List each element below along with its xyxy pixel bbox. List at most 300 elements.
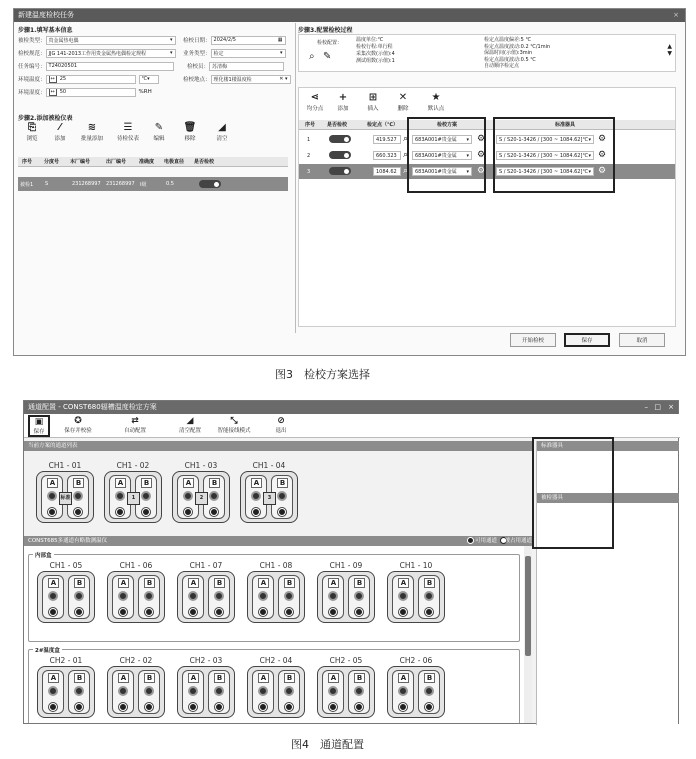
terminal-a-letter: A	[398, 578, 409, 588]
step3-area	[298, 87, 676, 327]
wiring-icon: ⤡	[230, 416, 238, 426]
terminal-a	[252, 575, 274, 619]
batch-add-label: 批量添加	[80, 136, 103, 142]
terminal-a	[112, 670, 134, 714]
insert-icon: ⊞	[368, 92, 378, 103]
plus-icon: +	[338, 92, 348, 103]
channel-unit[interactable]	[37, 571, 95, 623]
connector-icon	[215, 608, 223, 616]
search-icon[interactable]: ⌕	[403, 150, 409, 160]
scheme-value: 683A001#贵金属	[415, 137, 457, 143]
window-title: 新建温度检校任务	[18, 11, 74, 19]
config-left	[356, 37, 395, 65]
terminal-b-letter: B	[424, 578, 435, 588]
terminal-b	[418, 670, 440, 714]
close-icon[interactable]: ×	[673, 11, 679, 19]
connector-icon	[278, 508, 286, 516]
terminal-b-letter: B	[354, 673, 365, 683]
connector-icon	[259, 703, 267, 711]
scroll-arrows-icon[interactable]: ▲ ▼	[667, 43, 672, 57]
config-line: 检定点温度波动:0.5 ℃	[484, 56, 536, 63]
step2-heading: 步骤2.添加被检仪表	[18, 115, 73, 122]
enabled-toggle[interactable]	[329, 151, 351, 159]
terminal-a	[42, 670, 64, 714]
terminal-b-letter: B	[214, 673, 225, 683]
enabled-toggle[interactable]	[199, 180, 221, 188]
standard-highlight	[493, 117, 615, 193]
terminal-a-letter: A	[328, 673, 339, 683]
config-right	[484, 37, 550, 70]
range-icon: ↔	[50, 76, 55, 82]
connector-icon	[284, 686, 294, 696]
spec-value: JJG 141-2013工作用贵金属热电偶检定规程	[48, 50, 147, 57]
gear-icon[interactable]: ⚙	[598, 134, 607, 144]
terminal-b	[68, 670, 90, 714]
insert-button[interactable]	[359, 92, 387, 112]
channel-unit[interactable]	[177, 571, 235, 623]
batch-add-button[interactable]	[78, 122, 106, 142]
point-field[interactable]: 1084.62	[373, 167, 401, 176]
connector-icon	[328, 686, 338, 696]
connector-icon	[425, 703, 433, 711]
terminal-a-letter: A	[258, 578, 269, 588]
task-no-label: 任务编号：	[18, 64, 46, 70]
channel-label: CH2 - 04	[259, 656, 293, 665]
fig3-caption: 图3 检校方案选择	[275, 368, 370, 381]
terminal-b-letter: B	[284, 578, 295, 588]
fig4-window	[23, 400, 679, 724]
terminal-a-letter: A	[118, 673, 129, 683]
terminal-a-letter: A	[115, 478, 126, 488]
channel-unit[interactable]	[247, 666, 305, 718]
channel-unit[interactable]	[172, 471, 230, 523]
connector-icon	[209, 491, 219, 501]
channel-badge: 3	[263, 492, 276, 505]
chevron-down-icon: ▾	[170, 50, 173, 56]
maximize-icon[interactable]: □	[654, 403, 661, 411]
radio-available-label: 可用通道	[474, 538, 497, 544]
spec-select[interactable]	[46, 49, 176, 58]
connector-icon	[74, 686, 84, 696]
config-panel	[298, 34, 676, 72]
scheme-highlight	[407, 117, 486, 193]
channel-unit[interactable]	[240, 471, 298, 523]
connector-icon	[251, 491, 261, 501]
fig4-caption: 图4 通道配置	[291, 738, 364, 751]
save-verify-label: 保存并校验	[64, 428, 92, 434]
save-button[interactable]: 保存	[564, 333, 610, 347]
terminal-a-letter: A	[258, 673, 269, 683]
exit-button[interactable]	[269, 416, 293, 434]
channel-unit[interactable]	[104, 471, 162, 523]
col-factory-no: 本厂编号	[70, 159, 91, 165]
connector-icon	[74, 591, 84, 601]
search-icon[interactable]: ⌕	[403, 134, 409, 144]
env-hum-field[interactable]	[46, 88, 136, 97]
connector-icon	[214, 686, 224, 696]
channel-label: CH1 - 03	[184, 461, 218, 470]
connector-icon	[284, 591, 294, 601]
divider	[295, 23, 296, 333]
connector-icon	[75, 703, 83, 711]
connector-icon	[141, 491, 151, 501]
split-icon: ⋖	[310, 92, 320, 103]
pencil-icon[interactable]: ✎	[323, 51, 332, 62]
row-no: 3	[307, 169, 311, 175]
location-select[interactable]	[211, 75, 291, 84]
connector-icon	[118, 591, 128, 601]
config-line: 检定点温度偏差:5 ℃	[484, 37, 532, 43]
connector-icon	[142, 508, 150, 516]
row-no: 1	[307, 137, 311, 143]
chevron-down-icon: ▾	[466, 168, 469, 175]
gear-icon[interactable]: ⚙	[477, 166, 486, 176]
connector-icon	[183, 491, 193, 501]
pending-button[interactable]	[114, 122, 142, 142]
search-icon[interactable]: ⌕	[309, 51, 315, 62]
add-point-button[interactable]	[329, 92, 357, 112]
channel-unit[interactable]	[177, 666, 235, 718]
delete-button[interactable]	[389, 92, 417, 112]
broom-icon: ◢	[186, 416, 194, 426]
biz-type-value: 检定	[213, 50, 224, 57]
row-grade: S	[45, 181, 49, 187]
terminal-b-letter: B	[74, 578, 85, 588]
standard-value: S / S20-1-3426 / [300 ~ 1084.62]℃	[499, 152, 589, 159]
config-line: 温度单位:℃	[356, 37, 384, 43]
terminal-a-letter: A	[188, 578, 199, 588]
col-diameter: 电极直径	[164, 159, 185, 165]
terminal-a	[322, 670, 344, 714]
remove-button[interactable]	[176, 122, 204, 142]
pencil-icon: ✎	[154, 122, 164, 133]
connector-icon	[214, 591, 224, 601]
step3-heading: 步骤3.配置检校过程	[298, 27, 353, 34]
enabled-toggle[interactable]	[329, 135, 351, 143]
standard-value: S / S20-1-3426 / [300 ~ 1084.62]℃	[499, 136, 589, 143]
fig3-window	[13, 8, 686, 356]
row-no: 被检1	[20, 182, 34, 188]
connector-icon	[425, 608, 433, 616]
connector-icon	[188, 686, 198, 696]
table-row[interactable]	[299, 164, 675, 179]
save-icon: ▣	[34, 417, 44, 427]
step1-heading: 步骤1.填写基本信息	[18, 27, 73, 34]
config-label: 检校配置：	[317, 40, 343, 46]
terminal-a-letter: A	[398, 673, 409, 683]
connector-icon	[355, 703, 363, 711]
connector-icon	[424, 686, 434, 696]
config-line: 检定点温度波动:0.2 ℃/1min	[484, 43, 551, 50]
col-no: 序号	[305, 122, 316, 128]
terminal-b	[278, 575, 300, 619]
terminal-b	[348, 670, 370, 714]
terminal-b-letter: B	[144, 673, 155, 683]
terminal-b	[208, 575, 230, 619]
channel-scroll-area[interactable]	[24, 546, 532, 723]
connector-icon	[184, 508, 192, 516]
terminal-a	[42, 575, 64, 619]
edit-label: 编辑	[153, 136, 165, 142]
connector-icon	[48, 591, 58, 601]
col-enabled: 是否检校	[327, 122, 348, 128]
table-row[interactable]	[299, 132, 675, 147]
col-no: 序号	[22, 159, 33, 165]
terminal-a	[112, 575, 134, 619]
edit-button[interactable]	[145, 122, 173, 142]
terminal-b	[138, 670, 160, 714]
terminal-b	[418, 575, 440, 619]
star-icon: ★	[431, 92, 441, 103]
connector-icon	[285, 608, 293, 616]
terminal-b	[68, 575, 90, 619]
current-channels	[24, 453, 532, 533]
split-points-button[interactable]	[301, 92, 329, 112]
clear-icon[interactable]: ✕ ▾	[279, 76, 288, 82]
clear-config-button[interactable]	[172, 416, 208, 434]
gear-icon[interactable]: ⚙	[477, 134, 486, 144]
chevron-down-icon: ▾	[588, 136, 591, 143]
date-field[interactable]	[211, 36, 286, 45]
connector-icon	[215, 703, 223, 711]
gear-icon: ✪	[74, 416, 82, 426]
env-temp-field[interactable]	[46, 75, 136, 84]
terminal-a-letter: A	[48, 673, 59, 683]
add-point-label: 添加	[337, 106, 349, 112]
scan-label: CONST685多通道有略数测温仪	[28, 538, 108, 544]
row-factory-no: 231268997	[72, 181, 101, 187]
channel-label: CH1 - 07	[189, 561, 223, 570]
browse-button[interactable]	[18, 122, 46, 142]
terminal-a-letter: A	[118, 578, 129, 588]
terminal-b	[348, 575, 370, 619]
current-scheme-header: 当前方案的通道列表	[24, 441, 532, 451]
channel-label: CH1 - 10	[399, 561, 433, 570]
calendar-icon[interactable]: ▦	[277, 37, 283, 43]
env-hum-value: 50	[59, 89, 67, 95]
table-row[interactable]	[18, 177, 288, 191]
close-icon[interactable]: ×	[668, 403, 674, 411]
channel-label: CH1 - 09	[329, 561, 363, 570]
connector-icon	[354, 591, 364, 601]
connector-icon	[116, 508, 124, 516]
col-accuracy: 准确度	[139, 159, 155, 165]
connector-icon	[49, 608, 57, 616]
prohibit-icon: ⊘	[277, 416, 285, 426]
channel-label: CH1 - 05	[49, 561, 83, 570]
scheme-value: 683A001#贵金属	[415, 153, 457, 159]
inspector-field[interactable]: 苏清梅	[209, 62, 284, 71]
task-no-field[interactable]: T24020501	[46, 62, 174, 71]
refresh-icon: ⇄	[131, 416, 139, 426]
terminal-b	[138, 575, 160, 619]
connector-icon	[145, 608, 153, 616]
connector-icon	[399, 703, 407, 711]
col-enabled: 是否检校	[194, 159, 215, 165]
location-value: 理化楼1楼温度检	[213, 76, 252, 83]
row-diameter: 0.5	[166, 181, 174, 187]
start-button[interactable]: 开始检校	[510, 333, 556, 347]
spec-label: 检校规范：	[18, 51, 46, 57]
env-hum-label: 环境湿度：	[18, 90, 46, 96]
right-panel-highlight	[532, 437, 614, 549]
radio-available[interactable]	[467, 537, 474, 544]
channel-label: CH1 - 08	[259, 561, 293, 570]
channel-unit[interactable]	[36, 471, 94, 523]
minimize-icon[interactable]: –	[644, 403, 648, 411]
connector-icon	[355, 608, 363, 616]
browse-label: 浏览	[26, 136, 38, 142]
location-label: 检校地点：	[183, 77, 211, 83]
device-type-value: 贵金属热电偶	[48, 37, 79, 44]
connector-icon	[48, 508, 56, 516]
smart-wiring-button[interactable]	[212, 416, 256, 434]
channel-unit[interactable]	[387, 571, 445, 623]
wand-icon: ⁄	[59, 122, 61, 133]
connector-icon	[258, 686, 268, 696]
connector-icon	[48, 686, 58, 696]
enabled-toggle[interactable]	[329, 167, 351, 175]
step3-table-header	[299, 120, 675, 130]
list-icon: ☰	[123, 122, 133, 133]
connector-icon	[259, 608, 267, 616]
env-hum-unit: %RH	[138, 89, 152, 95]
save-label: 保存	[33, 429, 45, 435]
env-temp-unit-select[interactable]: ℃ ▾	[139, 75, 159, 84]
point-field[interactable]: 660.323	[373, 151, 401, 160]
clear-button[interactable]	[208, 122, 236, 142]
smart-wiring-label: 智能接线模式	[217, 428, 251, 434]
step2-table-header	[18, 157, 288, 167]
connector-icon	[145, 703, 153, 711]
device-type-select[interactable]	[46, 36, 176, 45]
terminal-a-letter: A	[328, 578, 339, 588]
fig4-titlebar	[24, 401, 678, 414]
save-verify-button[interactable]	[60, 416, 96, 434]
channel-unit[interactable]	[37, 666, 95, 718]
connector-icon	[354, 686, 364, 696]
biz-type-select[interactable]	[211, 49, 286, 58]
connector-icon	[49, 703, 57, 711]
channel-badge: 1	[127, 492, 140, 505]
chevron-down-icon: ▾	[170, 37, 173, 43]
terminal-a-letter: A	[48, 578, 59, 588]
connector-icon	[119, 703, 127, 711]
radio-occupied-label: 被占用通道	[504, 538, 532, 544]
window-title: 通道配置 - CONST680辐槽温度检定方案	[28, 403, 157, 411]
terminal-a-letter: A	[251, 478, 262, 488]
remove-label: 移除	[184, 136, 196, 142]
config-line: 测试组数(示值):1	[356, 58, 395, 64]
terminal-a-letter: A	[188, 673, 199, 683]
connector-icon	[74, 508, 82, 516]
terminal-b	[278, 670, 300, 714]
channel-unit[interactable]	[107, 666, 165, 718]
terminal-b	[208, 670, 230, 714]
auto-config-button[interactable]	[117, 416, 153, 434]
connector-icon	[118, 686, 128, 696]
col-standard: 标准器具	[555, 122, 576, 128]
channel-unit[interactable]	[247, 571, 305, 623]
point-field[interactable]: 419.527	[373, 135, 401, 144]
connector-icon	[115, 491, 125, 501]
gear-icon[interactable]: ⚙	[477, 150, 486, 160]
table-row[interactable]	[299, 148, 675, 163]
terminal-b-letter: B	[284, 673, 295, 683]
connector-icon	[188, 591, 198, 601]
clear-label: 清空	[216, 136, 228, 142]
scan-header	[24, 536, 532, 546]
connector-icon	[328, 591, 338, 601]
chevron-down-icon: ▾	[466, 152, 469, 159]
connector-icon	[189, 608, 197, 616]
chevron-down-icon: ▾	[588, 152, 591, 159]
search-icon[interactable]: ⌕	[403, 166, 409, 176]
terminal-b-letter: B	[74, 673, 85, 683]
env-temp-value: 25	[59, 76, 67, 82]
scrollbar[interactable]	[524, 546, 532, 723]
terminal-a	[182, 670, 204, 714]
connector-icon	[210, 508, 218, 516]
cancel-button[interactable]: 取消	[619, 333, 665, 347]
col-serial-no: 出厂编号	[106, 159, 127, 165]
terminal-b-letter: B	[214, 578, 225, 588]
default-label: 默认点	[427, 106, 445, 112]
connector-icon	[47, 491, 57, 501]
connector-icon	[75, 608, 83, 616]
group2-label: 2#温度盒	[35, 648, 60, 654]
channel-unit[interactable]	[317, 666, 375, 718]
default-points-button[interactable]	[422, 92, 450, 112]
gear-icon[interactable]: ⚙	[598, 166, 607, 176]
channel-label: CH2 - 03	[189, 656, 223, 665]
chevron-down-icon: ▾	[280, 50, 283, 56]
connector-icon	[399, 608, 407, 616]
terminal-a	[182, 575, 204, 619]
col-point: 检定点（℃）	[367, 122, 399, 128]
scrollbar-thumb[interactable]	[525, 556, 531, 656]
pending-label: 待检仪表	[116, 136, 139, 142]
delete-label: 删除	[397, 106, 409, 112]
trash-icon: 🗑	[183, 122, 197, 133]
terminal-a-letter: A	[47, 478, 58, 488]
terminal-a	[392, 670, 414, 714]
group2	[28, 649, 520, 723]
connector-icon	[329, 608, 337, 616]
connector-icon	[329, 703, 337, 711]
channel-unit[interactable]	[387, 666, 445, 718]
terminal-a-letter: A	[183, 478, 194, 488]
terminal-b-letter: B	[144, 578, 155, 588]
auto-config-label: 自动配置	[123, 428, 146, 434]
connector-icon	[119, 608, 127, 616]
config-line: 自动顺序检定点	[484, 63, 520, 69]
fig3-titlebar	[14, 9, 685, 22]
channel-badge: 2	[195, 492, 208, 505]
terminal-b-letter: B	[354, 578, 365, 588]
row-no: 2	[307, 153, 311, 159]
terminal-b-letter: B	[73, 478, 84, 488]
add-button[interactable]	[46, 122, 74, 142]
channel-unit[interactable]	[317, 571, 375, 623]
connector-icon	[144, 591, 154, 601]
save-button[interactable]	[28, 415, 50, 437]
group1	[28, 554, 520, 642]
channel-unit[interactable]	[107, 571, 165, 623]
col-grade: 分度号	[44, 159, 60, 165]
connector-icon	[398, 591, 408, 601]
gear-icon[interactable]: ⚙	[598, 150, 607, 160]
